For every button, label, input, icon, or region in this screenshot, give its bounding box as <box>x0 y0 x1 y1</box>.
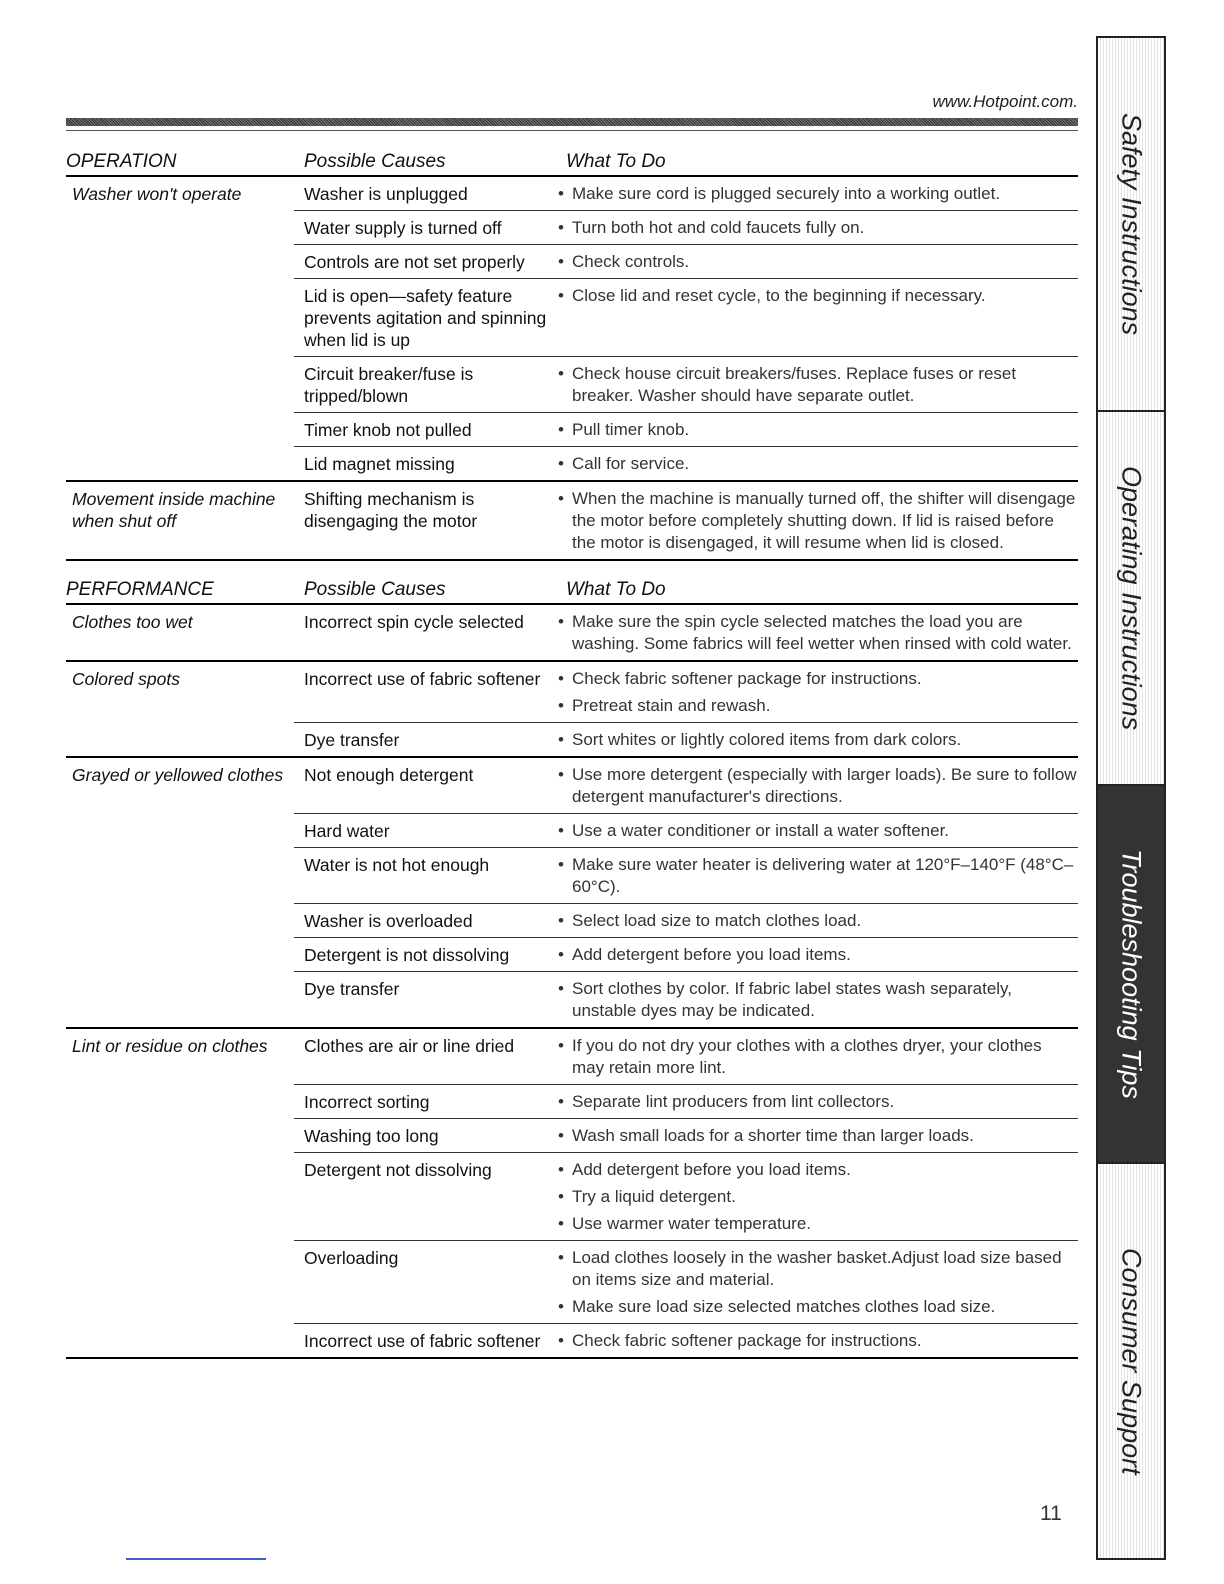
table-row <box>294 848 1078 904</box>
action-item: • Sort clothes by color. If fabric label states wash separately, unstable dyes may be indicated. <box>556 978 1078 1022</box>
operation-section <box>66 143 1078 561</box>
possible-cause: Incorrect use of fabric softener <box>304 1331 541 1351</box>
action-item: • Pretreat stain and rewash. <box>556 695 1078 717</box>
tab-label: Safety Instructions <box>1116 112 1147 336</box>
problem-group <box>66 662 1078 758</box>
table-row <box>294 447 1078 480</box>
header-rule <box>66 130 1078 131</box>
what-to-do <box>556 357 1078 412</box>
what-to-do <box>556 904 1078 937</box>
section-header <box>66 143 1078 177</box>
what-to-do <box>556 723 1078 756</box>
table-row <box>294 1324 1078 1357</box>
table-row <box>294 814 1078 848</box>
problem-name: Clothes too wet <box>72 612 193 632</box>
action-item: • Check fabric softener package for instructions. <box>556 668 1078 690</box>
table-row <box>294 1029 1078 1085</box>
possible-cause: Controls are not set properly <box>304 252 525 272</box>
possible-cause: Clothes are air or line dried <box>304 1036 515 1056</box>
possible-cause: Incorrect use of fabric softener <box>304 669 541 689</box>
possible-cause: Hard water <box>304 821 390 841</box>
what-to-do <box>556 211 1078 244</box>
problem-name: Washer won't operate <box>72 184 242 204</box>
table-row <box>294 1153 1078 1241</box>
table-row <box>294 211 1078 245</box>
problem-group <box>66 758 1078 1029</box>
what-to-do <box>556 279 1078 356</box>
possible-cause: Washing too long <box>304 1126 439 1146</box>
problem-group <box>66 605 1078 662</box>
possible-cause: Shifting mechanism is disengaging the motor <box>304 489 478 531</box>
problem-group <box>66 1029 1078 1359</box>
side-tab-nav <box>1096 36 1166 1560</box>
action-item: • Make sure load size selected matches clothes load size. <box>556 1296 1078 1318</box>
section-title: OPERATION <box>66 151 177 172</box>
action-item: • Wash small loads for a shorter time than larger loads. <box>556 1125 1078 1147</box>
what-to-do <box>556 662 1078 722</box>
header-bar <box>66 118 1078 126</box>
possible-cause: Incorrect spin cycle selected <box>304 612 524 632</box>
possible-cause: Dye transfer <box>304 979 400 999</box>
what-to-do <box>556 605 1078 660</box>
possible-cause: Timer knob not pulled <box>304 420 472 440</box>
action-item: • Use more detergent (especially with larger loads). Be sure to follow detergent manufacturer's directions. <box>556 764 1078 808</box>
possible-cause: Overloading <box>304 1248 399 1268</box>
action-item: • Sort whites or lightly colored items from dark colors. <box>556 729 1078 751</box>
action-item: • Add detergent before you load items. <box>556 944 1078 966</box>
what-to-do <box>556 177 1078 210</box>
what-to-do <box>556 938 1078 971</box>
problem-name: Movement inside machine when shut off <box>72 489 276 531</box>
possible-cause: Washer is overloaded <box>304 911 473 931</box>
action-item: • Close lid and reset cycle, to the beginning if necessary. <box>556 285 1078 307</box>
bottom-link-rule <box>126 1558 266 1560</box>
what-to-do <box>556 1085 1078 1118</box>
table-row <box>294 413 1078 447</box>
table-row <box>294 482 1078 559</box>
table-row <box>294 1119 1078 1153</box>
possible-cause: Dye transfer <box>304 730 400 750</box>
what-to-do <box>556 1153 1078 1240</box>
possible-cause: Incorrect sorting <box>304 1092 430 1112</box>
table-row <box>294 245 1078 279</box>
action-item: • Call for service. <box>556 453 1078 475</box>
todo-column-header: What To Do <box>566 151 666 172</box>
what-to-do <box>556 413 1078 446</box>
action-item: • Check house circuit breakers/fuses. Replace fuses or reset breaker. Washer should have separate outlet. <box>556 363 1078 407</box>
action-item: • Pull timer knob. <box>556 419 1078 441</box>
tab-label: Troubleshooting Tips <box>1116 849 1147 1099</box>
table-row <box>294 904 1078 938</box>
what-to-do <box>556 482 1078 559</box>
action-item: • Add detergent before you load items. <box>556 1159 1078 1181</box>
action-item: • Make sure cord is plugged securely into a working outlet. <box>556 183 1078 205</box>
tab-label: Consumer Support <box>1116 1247 1147 1475</box>
what-to-do <box>556 758 1078 813</box>
causes-column-header: Possible Causes <box>304 151 446 172</box>
problem-group <box>66 177 1078 482</box>
website-url: www.Hotpoint.com. <box>932 92 1078 111</box>
possible-cause: Detergent not dissolving <box>304 1160 492 1180</box>
problem-name: Grayed or yellowed clothes <box>72 765 284 785</box>
what-to-do <box>556 814 1078 847</box>
page-number: 11 <box>1040 1502 1062 1525</box>
what-to-do <box>556 1119 1078 1152</box>
performance-section <box>66 571 1078 1359</box>
problem-name: Lint or residue on clothes <box>72 1036 268 1056</box>
table-row <box>294 1085 1078 1119</box>
table-row <box>294 1241 1078 1324</box>
action-item: • When the machine is manually turned off, the shifter will disengage the motor before completely shutting down. If lid is raised before the motor is disengaged, it will resume when lid is closed. <box>556 488 1078 554</box>
action-item: • Make sure the spin cycle selected matches the load you are washing. Some fabrics will feel wetter when rinsed with cold water. <box>556 611 1078 655</box>
action-item: • Check fabric softener package for instructions. <box>556 1330 1078 1352</box>
action-item: • Select load size to match clothes load. <box>556 910 1078 932</box>
possible-cause: Detergent is not dissolving <box>304 945 510 965</box>
action-item: • Use a water conditioner or install a water softener. <box>556 820 1078 842</box>
table-row <box>294 662 1078 723</box>
possible-cause: Water supply is turned off <box>304 218 502 238</box>
action-item: • Check controls. <box>556 251 1078 273</box>
tab-label: Operating Instructions <box>1116 465 1147 731</box>
what-to-do <box>556 972 1078 1027</box>
possible-cause: Washer is unplugged <box>304 184 468 204</box>
what-to-do <box>556 1029 1078 1084</box>
what-to-do <box>556 1241 1078 1323</box>
section-header <box>66 571 1078 605</box>
tab-troubleshooting-tips[interactable] <box>1098 786 1164 1162</box>
problem-name: Colored spots <box>72 669 180 689</box>
possible-cause: Circuit breaker/fuse is tripped/blown <box>304 364 474 406</box>
what-to-do <box>556 447 1078 480</box>
causes-column-header: Possible Causes <box>304 579 446 600</box>
table-row <box>294 972 1078 1027</box>
possible-cause: Lid magnet missing <box>304 454 455 474</box>
problem-group <box>66 482 1078 561</box>
table-row <box>294 938 1078 972</box>
action-item: • Load clothes loosely in the washer basket.Adjust load size based on items size and material. <box>556 1247 1078 1291</box>
tab-consumer-support[interactable] <box>1098 1164 1164 1558</box>
action-item: • If you do not dry your clothes with a clothes dryer, your clothes may retain more lint. <box>556 1035 1078 1079</box>
action-item: • Make sure water heater is delivering water at 120°F–140°F (48°C–60°C). <box>556 854 1078 898</box>
action-item: • Use warmer water temperature. <box>556 1213 1078 1235</box>
what-to-do <box>556 1324 1078 1357</box>
table-row <box>294 723 1078 756</box>
tab-operating-instructions[interactable] <box>1098 412 1164 784</box>
table-row <box>294 758 1078 814</box>
possible-cause: Lid is open—safety feature prevents agitation and spinning when lid is up <box>304 286 547 350</box>
table-row <box>294 357 1078 413</box>
what-to-do <box>556 848 1078 903</box>
what-to-do <box>556 245 1078 278</box>
action-item: • Turn both hot and cold faucets fully on. <box>556 217 1078 239</box>
possible-cause: Not enough detergent <box>304 765 474 785</box>
possible-cause: Water is not hot enough <box>304 855 490 875</box>
action-item: • Separate lint producers from lint collectors. <box>556 1091 1078 1113</box>
table-row <box>294 605 1078 660</box>
section-title: PERFORMANCE <box>66 579 214 600</box>
action-item: • Try a liquid detergent. <box>556 1186 1078 1208</box>
table-row <box>294 279 1078 357</box>
table-row <box>294 177 1078 211</box>
tab-safety-instructions[interactable] <box>1098 38 1164 410</box>
todo-column-header: What To Do <box>566 579 666 600</box>
